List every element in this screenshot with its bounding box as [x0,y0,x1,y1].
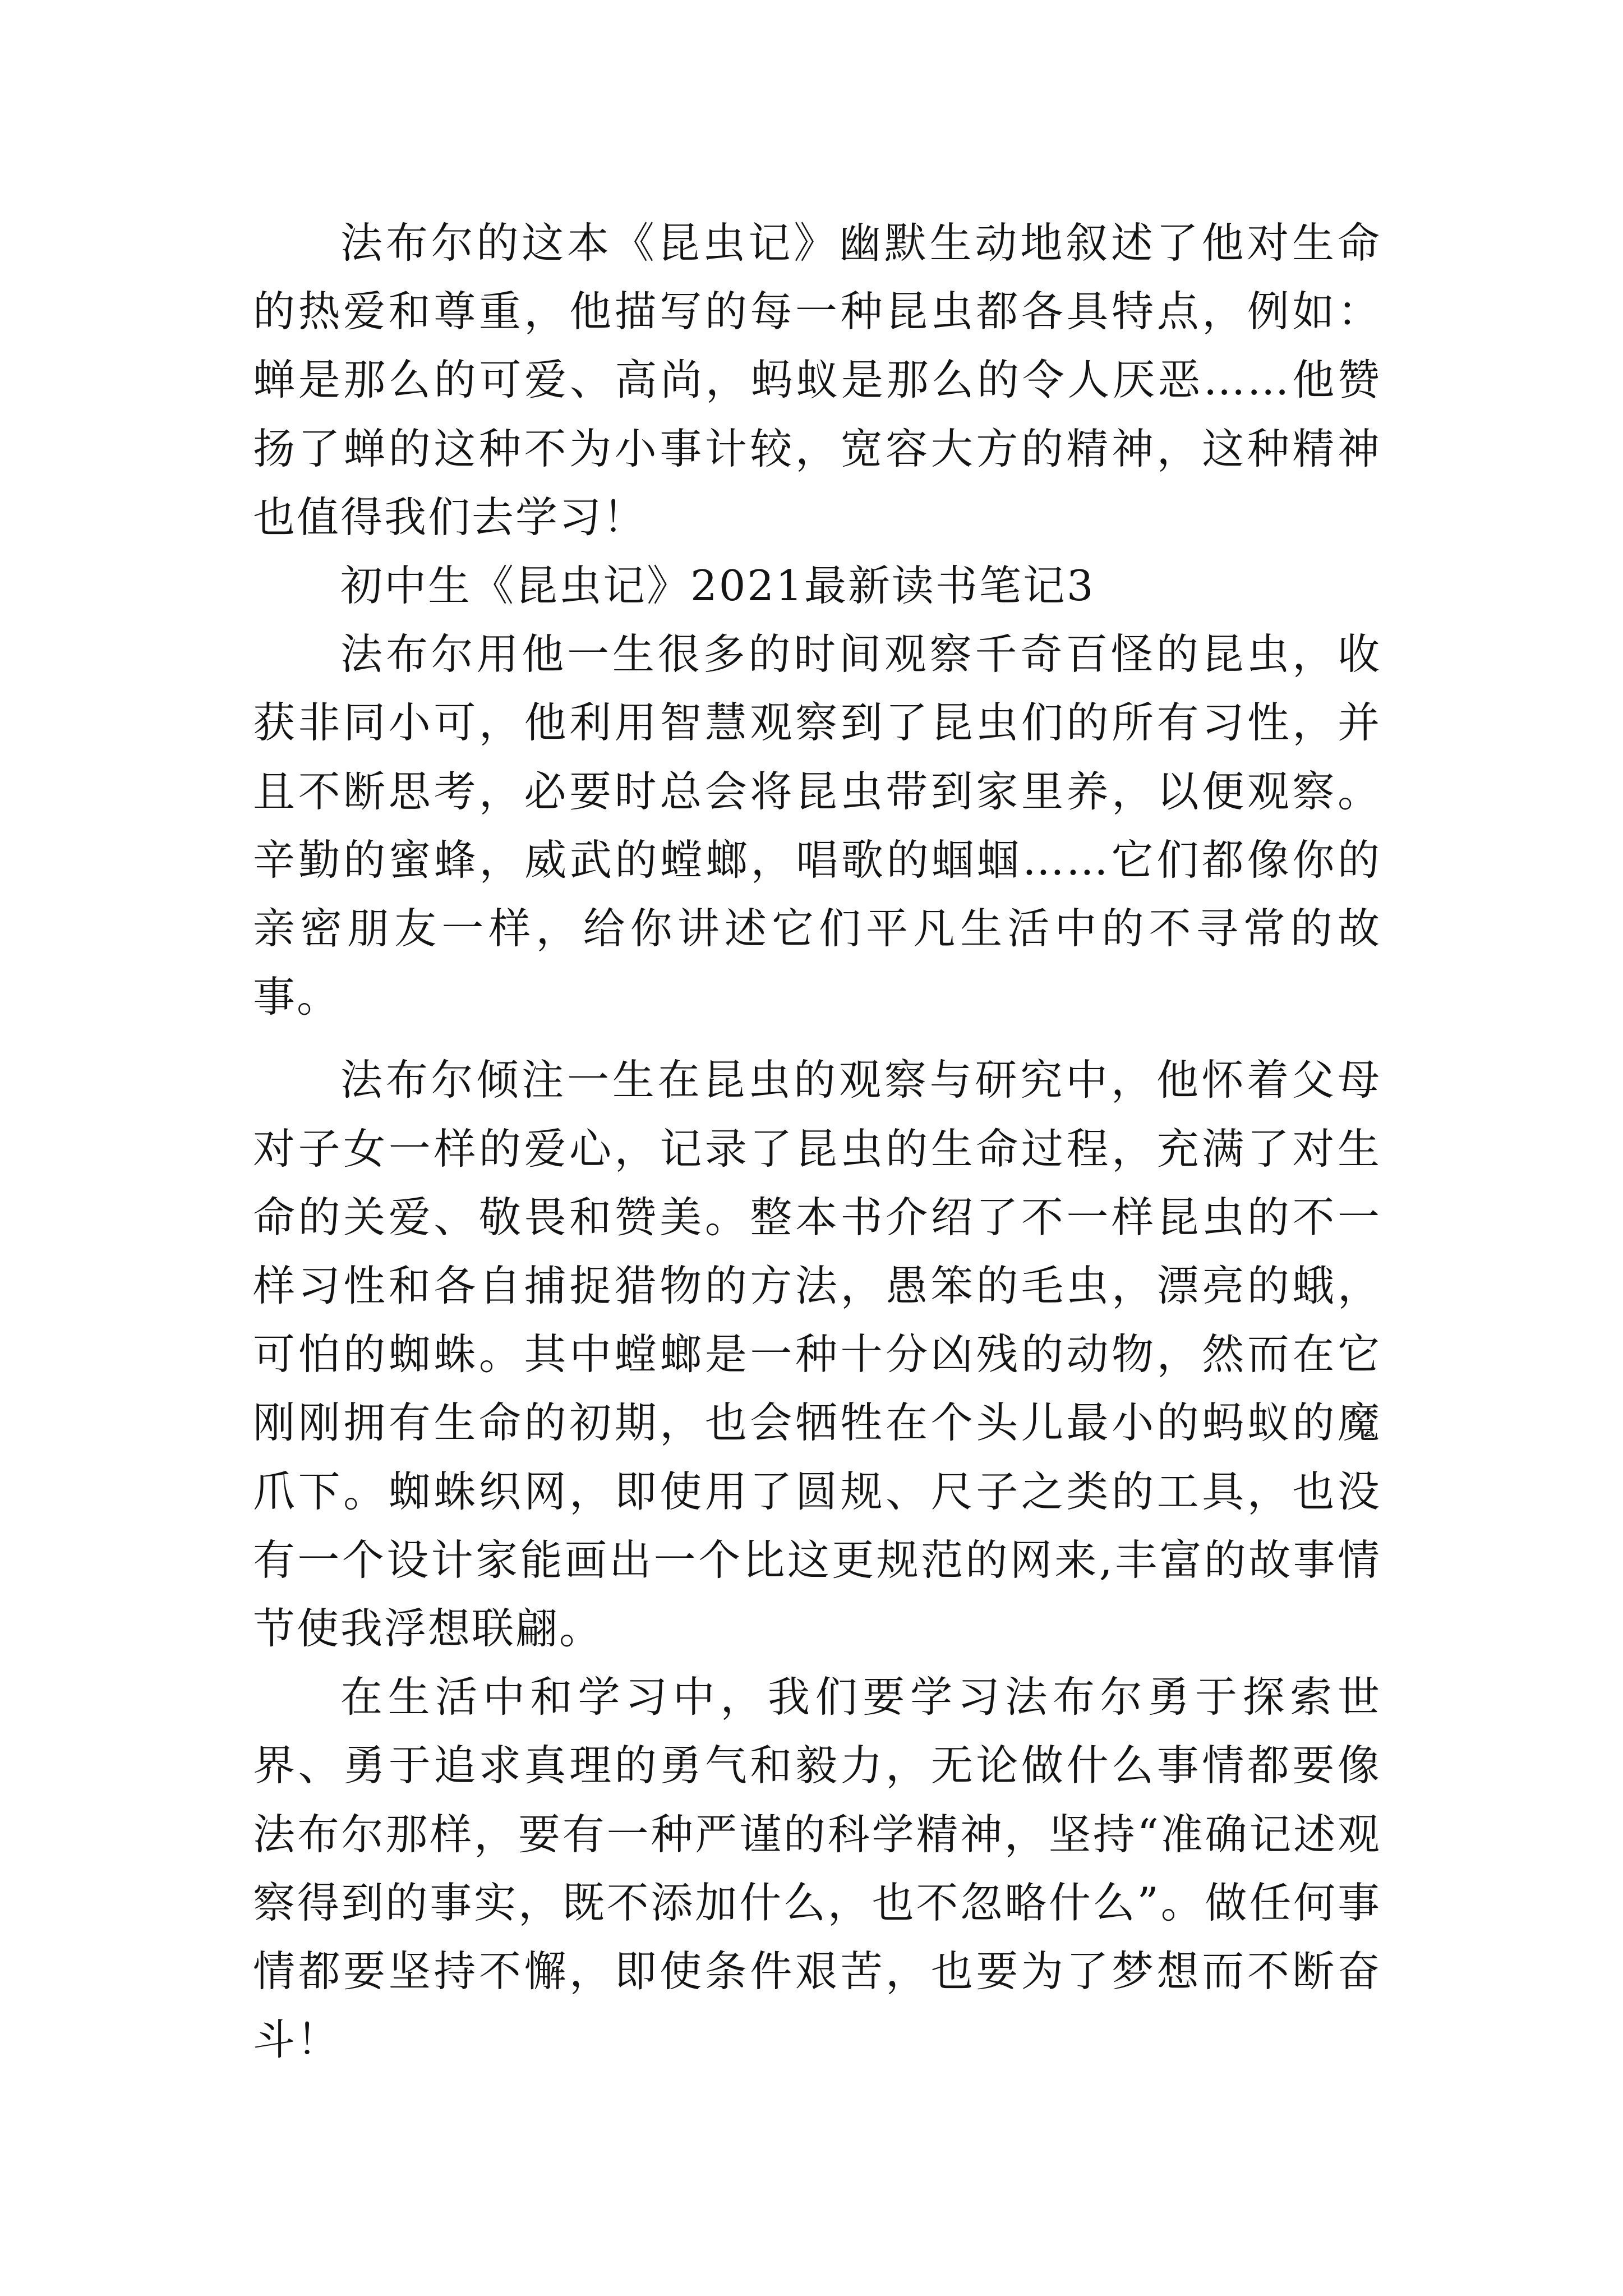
paragraph-4: 在生活中和学习中，我们要学习法布尔勇于探索世界、勇于追求真理的勇气和毅力，无论做什么事情都要像法布尔那样，要有一种严谨的科学精神，坚持“准确记述观察得到的事实，既不添加什么，也不忽略什么”。做任何事情都要坚持不懈，即使条件艰苦，也要为了梦想而不断奋斗！ [253,1672,1381,2065]
document-body [253,209,1381,2074]
paragraph-gap [253,1031,1381,1046]
paragraph-2: 法布尔用他一生很多的时间观察千奇百怪的昆虫，收获非同小可，他利用智慧观察到了昆虫们的所有习性，并且不断思考，必要时总会将昆虫带到家里养，以便观察。辛勤的蜜蜂，威武的螳螂，唱歌的蝈蝈……它们都像你的亲密朋友一样，给你讲述它们平凡生活中的不寻常的故事。 [253,629,1381,1022]
paragraph-1: 法布尔的这本《昆虫记》幽默生动地叙述了他对生命的热爱和尊重，他描写的每一种昆虫都各具特点，例如：蝉是那么的可爱、高尚，蚂蚁是那么的令人厌恶……他赞扬了蝉的这种不为小事计较，宽容大方的精神，这种精神也值得我们去学习！ [253,218,1381,542]
paragraph-3: 法布尔倾注一生在昆虫的观察与研究中，他怀着父母对子女一样的爱心，记录了昆虫的生命过程，充满了对生命的关爱、敬畏和赞美。整本书介绍了不一样昆虫的不一样习性和各自捕捉猎物的方法，愚笨的毛虫，漂亮的蛾，可怕的蜘蛛。其中螳螂是一种十分凶残的动物，然而在它刚刚拥有生命的初期，也会牺牲在个头儿最小的蚂蚁的魔爪下。蜘蛛织网，即使用了圆规、尺子之类的工具，也没有一个设计家能画出一个比这更规范的网来,丰富的故事情节使我浮想联翩。 [253,1055,1381,1654]
section-heading: 初中生《昆虫记》2021最新读书笔记3 [340,561,1095,611]
